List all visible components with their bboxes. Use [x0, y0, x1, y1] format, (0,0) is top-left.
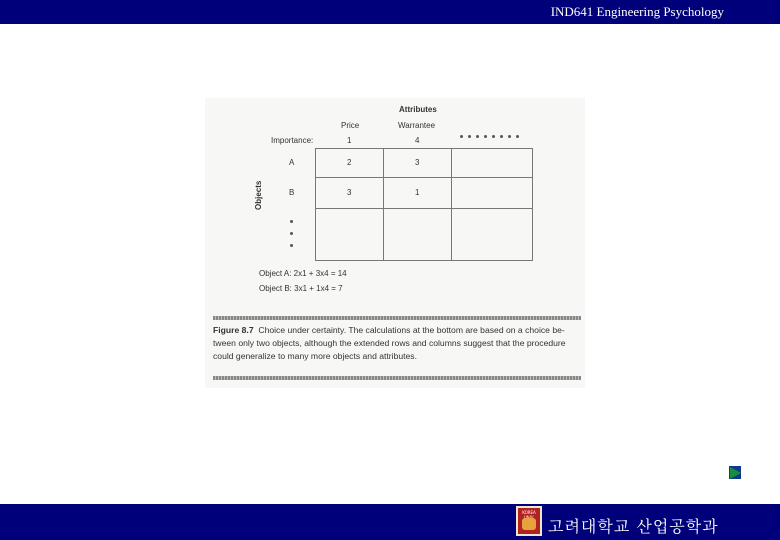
row-label-a: A: [289, 158, 295, 167]
cell-a-warrantee: 3: [415, 158, 420, 167]
figure-image: [205, 98, 585, 388]
ellipsis-dot: [290, 232, 293, 235]
header-bar: [0, 0, 780, 24]
ellipsis-dot: [290, 220, 293, 223]
university-crest-logo: [516, 506, 542, 536]
ellipsis-dot: [500, 135, 503, 138]
grid-line: [451, 148, 452, 261]
tiger-emblem-icon: [522, 518, 536, 530]
importance-price: 1: [347, 136, 352, 145]
cell-b-price: 3: [347, 188, 352, 197]
caption-line-1: Choice under certainty. The calculations at the bottom are based on a choice be-: [258, 325, 565, 335]
ellipsis-dot: [468, 135, 471, 138]
crest-lettering: KOREA: [522, 510, 536, 515]
col-header-price: Price: [341, 121, 360, 130]
row-label-b: B: [289, 188, 295, 197]
ellipsis-dot: [508, 135, 511, 138]
objects-label: Objects: [254, 180, 263, 210]
importance-warrantee: 4: [415, 136, 420, 145]
caption-label: Figure 8.7: [213, 325, 254, 335]
grid-line: [315, 177, 533, 178]
calc-object-b: Object B: 3x1 + 1x4 = 7: [259, 284, 343, 293]
ellipsis-dot: [484, 135, 487, 138]
course-title: IND641 Engineering Psychology: [550, 4, 724, 19]
caption-line-2: tween only two objects, although the extended rows and columns suggest that the procedure: [213, 338, 566, 348]
ellipsis-dot: [290, 244, 293, 247]
grid-line: [383, 148, 384, 261]
caption-rule-bottom: [213, 376, 581, 380]
figure-caption: [213, 324, 579, 363]
ellipsis-dot: [516, 135, 519, 138]
caption-line-3: could generalize to many more objects and attributes.: [213, 351, 417, 361]
grid-line: [315, 148, 533, 149]
next-slide-button[interactable]: [730, 467, 741, 479]
grid-line: [315, 260, 533, 261]
caption-rule-top: [213, 316, 581, 320]
grid-line: [315, 208, 533, 209]
importance-label: Importance:: [271, 136, 314, 145]
attributes-label: Attributes: [399, 105, 437, 114]
calc-object-a: Object A: 2x1 + 3x4 = 14: [259, 269, 347, 278]
university-name: 고려대학교 산업공학과: [548, 517, 719, 536]
col-header-warrantee: Warrantee: [398, 121, 436, 130]
ellipsis-dot: [476, 135, 479, 138]
ellipsis-dot: [492, 135, 495, 138]
grid-line: [532, 148, 533, 261]
ellipsis-dot: [460, 135, 463, 138]
cell-b-warrantee: 1: [415, 188, 420, 197]
grid-line: [315, 148, 316, 261]
cell-a-price: 2: [347, 158, 352, 167]
